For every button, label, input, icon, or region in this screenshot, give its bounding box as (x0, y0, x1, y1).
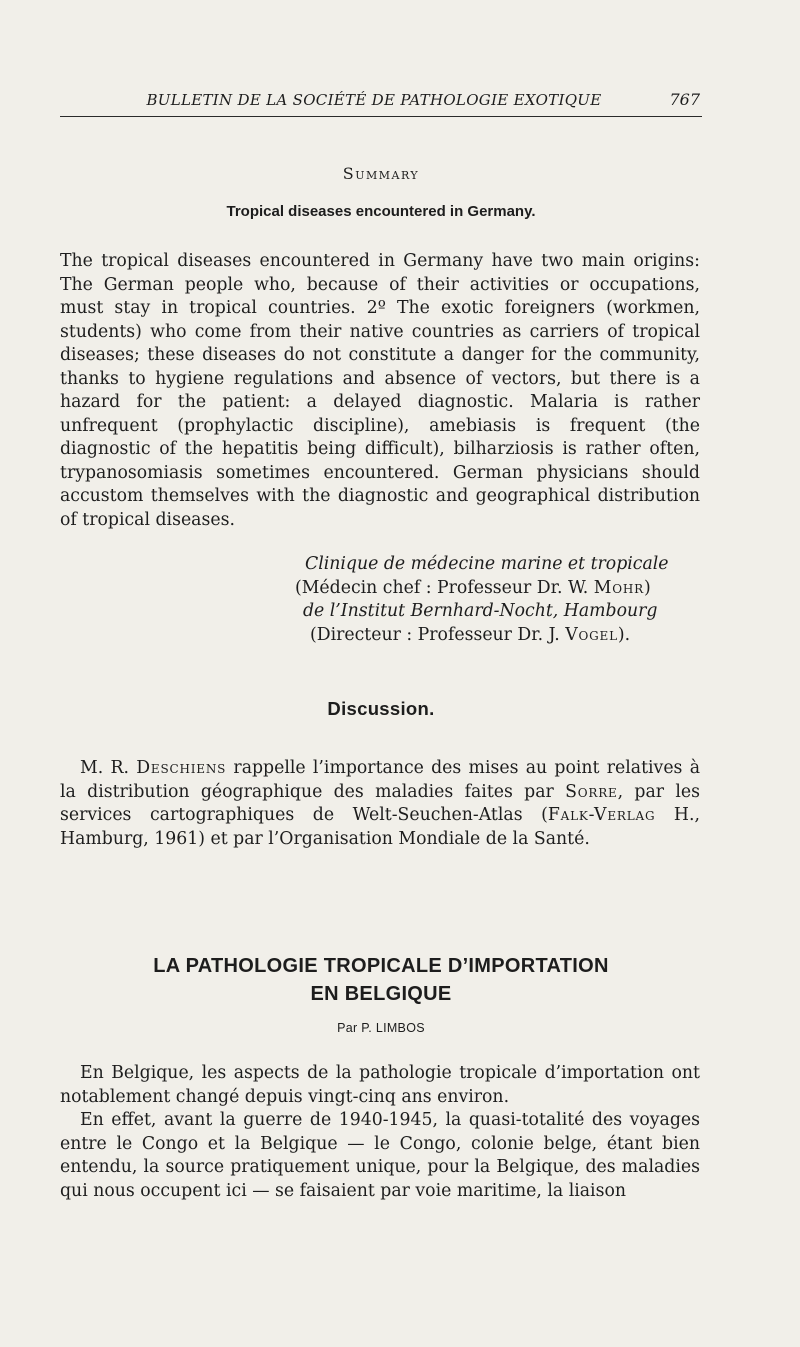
article-body (60, 1062, 700, 1203)
discussion-text-1: M. R. (80, 758, 137, 778)
discussion-body (60, 757, 700, 851)
affiliation-block (285, 553, 705, 647)
chief-name: Mohr (593, 577, 644, 598)
publisher-name: Falk-Verlag (547, 805, 656, 825)
summary-paragraph: The tropical diseases encountered in Germany have two main origins: The German people who, because of their activities or occupations, must stay in tropical countries. 2º The exotic foreigners (workmen, students) who come from their native countries as carriers of tropical diseases; these diseases do not constitute a danger for the community, thanks to hygiene regulations and absence of vectors, but there is a hazard for the patient: a delayed diagnostic. Malaria is rather unfrequent (prophylactic discipline), amebiasis is frequent (the diagnostic of the hepatitis being difficult), bilharziosis is rather often, trypanosomiasis sometimes encountered. German physicians should accustom themselves with the diagnostic and geographical distribution of tropical diseases. (60, 251, 700, 530)
chief-line (285, 577, 705, 601)
director-line (285, 624, 705, 648)
clinic-name: Clinique de médecine marine et tropicale (305, 554, 669, 574)
director-name: Vogel (565, 624, 618, 645)
chief-prefix: (Médecin chef : Professeur Dr. W. (295, 577, 594, 598)
chief-suffix: ) (643, 577, 651, 598)
author-name-sorre: Sorre (565, 781, 618, 802)
article-paragraph-1: En Belgique, les aspects de la pathologie tropicale d’importation ont notablement changé depuis vingt-cinq ans environ. (60, 1063, 700, 1107)
discussion-paragraph (60, 757, 700, 851)
summary-subtitle: Tropical diseases encountered in Germany. (226, 203, 536, 220)
author-name-deschiens: Deschiens (136, 758, 227, 778)
summary-heading: Summary (342, 164, 420, 183)
director-suffix: ). (617, 624, 631, 645)
running-header (60, 88, 702, 117)
institute-name: de l’Institut Bernhard-Nocht, Hambourg (303, 601, 658, 621)
article-title-line-2: EN BELGIQUE (310, 983, 452, 1005)
discussion-text-4: H., Hamburg, 1961) et par l’Organisation Mondiale de la Santé. (60, 805, 700, 849)
discussion-text-2: rappelle l’importance des mises au point relatives à la distribution géographique des maladies faites par (60, 758, 700, 802)
discussion-heading: Discussion. (327, 698, 435, 719)
discussion-text-3: , par les services cartographiques de Welt-Seuchen-Atlas ( (60, 781, 700, 825)
page-number: 767 (669, 90, 700, 109)
summary-body (60, 250, 700, 532)
article-title (60, 952, 702, 1008)
journal-title: BULLETIN DE LA SOCIÉTÉ DE PATHOLOGIE EXOTIQUE (146, 91, 602, 109)
director-prefix: (Directeur : Professeur Dr. J. (310, 624, 566, 645)
article-title-line-1: LA PATHOLOGIE TROPICALE D’IMPORTATION (153, 955, 609, 977)
article-author: Par P. LIMBOS (337, 1021, 425, 1035)
article-paragraph-2: En effet, avant la guerre de 1940-1945, la quasi-totalité des voyages entre le Congo et la Belgique — le Congo, colonie belge, étant bien entendu, la source pratiquement unique, pour la Belgique, des maladies qui nous occupent ici — se faisaient par voie maritime, la liaison (60, 1110, 700, 1201)
